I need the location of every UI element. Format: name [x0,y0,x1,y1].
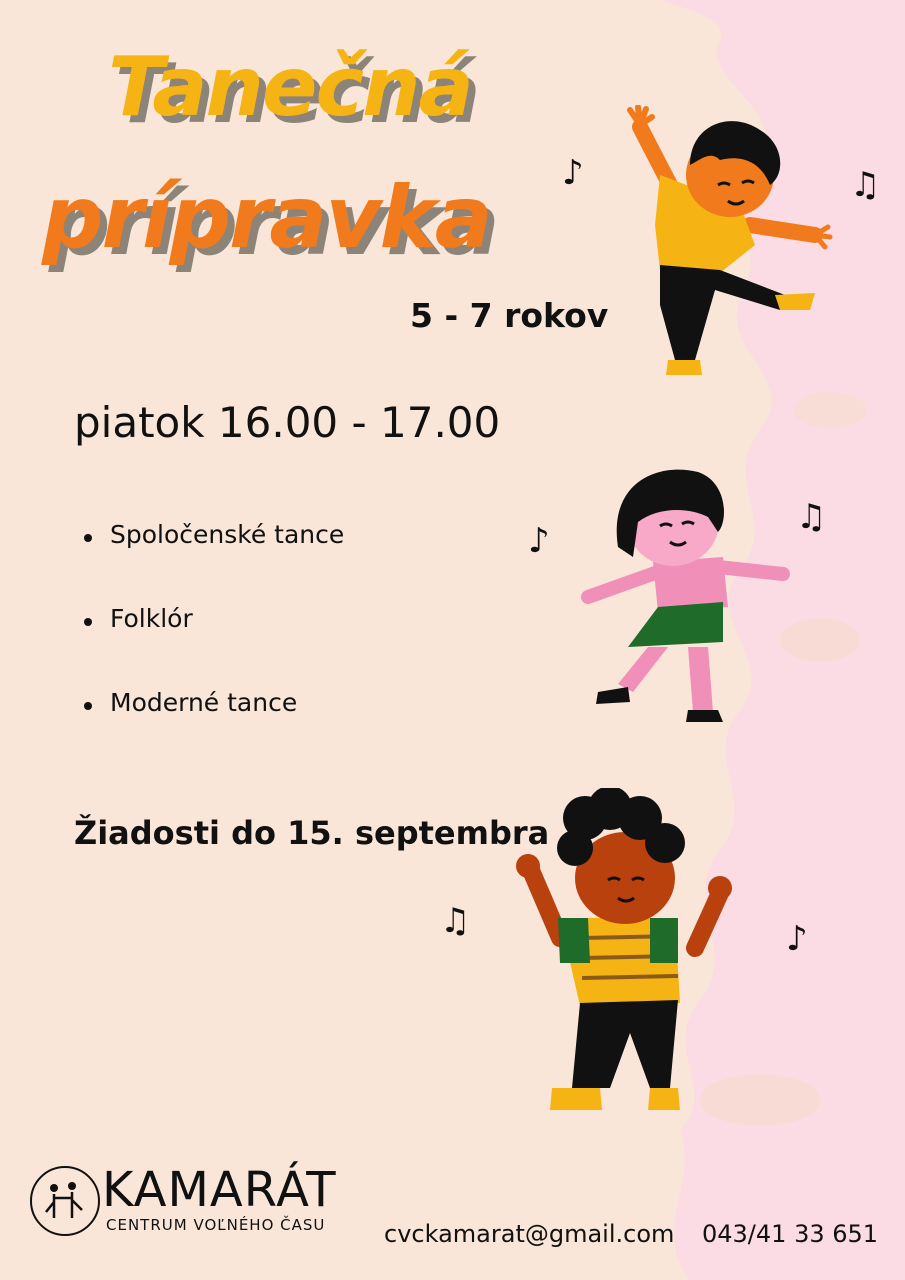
dancing-girl-illustration [578,462,793,727]
organization-subtitle: CENTRUM VOĽNÉHO ČASU [106,1216,326,1234]
double-music-note-icon: ♫ [796,497,827,537]
age-range: 5 - 7 rokov [410,296,609,335]
music-note-icon: ♪ [562,153,584,193]
title-line-2: prípravka [42,168,491,268]
music-note-icon: ♪ [528,521,550,561]
music-note-icon: ♪ [786,919,808,959]
list-item: Spoločenské tance [84,520,344,604]
contact-email[interactable]: cvckamarat@gmail.com [384,1220,675,1248]
bullet-icon [84,702,92,710]
list-item: Moderné tance [84,688,344,772]
dancing-curly-girl-illustration [510,788,745,1118]
bullet-icon [84,534,92,542]
title-line-1: Tanečná [108,40,472,135]
double-music-note-icon: ♫ [440,901,471,941]
list-item: Folklór [84,604,344,688]
organization-name: KAMARÁT [102,1162,337,1218]
kamarat-logo-icon [30,1166,100,1236]
contact-phone[interactable]: 043/41 33 651 [702,1220,879,1248]
kamarat-logo [30,1162,360,1242]
application-deadline: Žiadosti do 15. septembra [74,814,550,852]
schedule-time: piatok 16.00 - 17.00 [74,398,501,447]
double-music-note-icon: ♫ [850,165,881,205]
dancing-boy-illustration [620,105,835,385]
activity-list [84,520,344,772]
bullet-icon [84,618,92,626]
